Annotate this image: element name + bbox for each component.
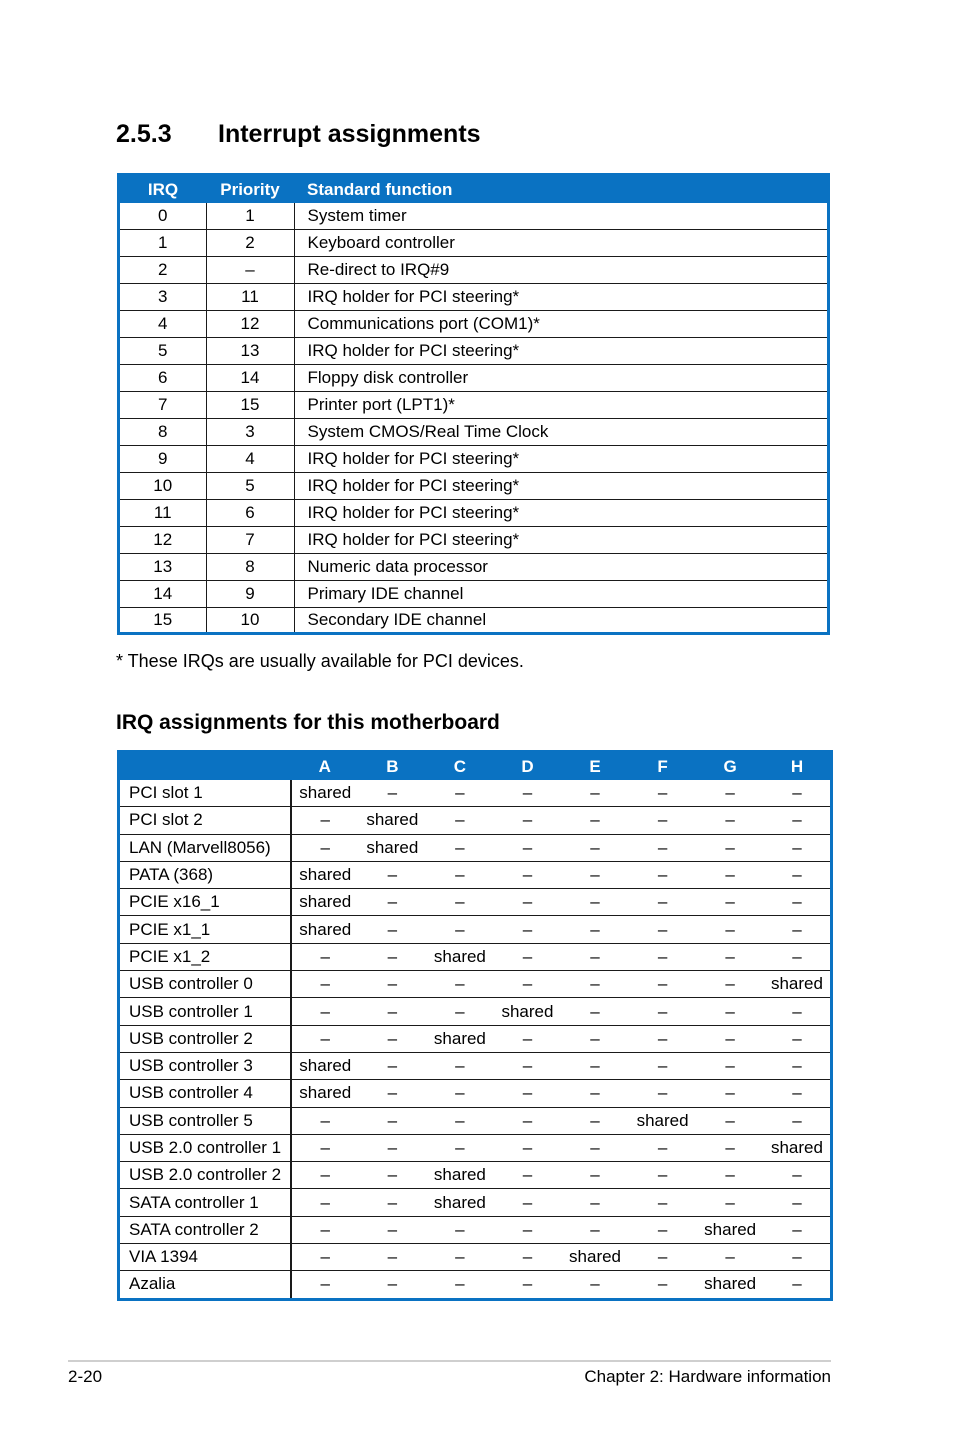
irq-cell: 11 [119,500,207,527]
assignment-cell: – [359,1080,427,1107]
assignment-cell: – [426,916,494,943]
assignment-cell: – [426,889,494,916]
assignment-cell: – [561,1134,629,1161]
table-row [119,998,832,1025]
assignment-cell: – [629,998,697,1025]
assignment-cell: – [629,1244,697,1271]
assignment-cell: – [359,998,427,1025]
irq-cell: 12 [119,527,207,554]
irq-cell: 3 [119,284,207,311]
assignment-cell: – [696,1244,764,1271]
assignment-cell: – [359,1162,427,1189]
table-row [119,943,832,970]
interrupt-assignments-table [117,173,830,635]
device-cell: USB controller 1 [119,998,292,1025]
assignment-cell: – [764,780,832,807]
function-cell: IRQ holder for PCI steering* [294,473,829,500]
function-cell: IRQ holder for PCI steering* [294,500,829,527]
priority-cell: 6 [206,500,294,527]
assignment-cell: – [494,1244,562,1271]
assignment-cell: – [426,1134,494,1161]
assignment-cell: – [494,889,562,916]
assignment-cell: – [291,1107,359,1134]
table-row [119,971,832,998]
function-cell: Numeric data processor [294,554,829,581]
assignment-cell: – [764,1107,832,1134]
device-cell: USB 2.0 controller 1 [119,1134,292,1161]
header-int-e: E [561,752,629,781]
assignment-cell: – [764,998,832,1025]
header-device [119,752,292,781]
assignment-cell: – [629,916,697,943]
assignment-cell: – [696,1107,764,1134]
assignment-cell: – [359,943,427,970]
table-row [119,780,832,807]
table-row [119,230,829,257]
assignment-cell: – [561,1052,629,1079]
device-cell: LAN (Marvell8056) [119,834,292,861]
assignment-cell: – [359,1107,427,1134]
priority-cell: 13 [206,338,294,365]
header-priority: Priority [206,175,294,204]
assignment-cell: – [561,861,629,888]
assignment-cell: – [359,780,427,807]
assignment-cell: – [291,1134,359,1161]
assignment-cell: – [359,889,427,916]
assignment-cell: – [426,998,494,1025]
table-row [119,1080,832,1107]
assignment-cell: – [561,889,629,916]
device-cell: PCI slot 2 [119,807,292,834]
assignment-cell: – [629,1080,697,1107]
function-cell: Printer port (LPT1)* [294,392,829,419]
header-irq: IRQ [119,175,207,204]
function-cell: IRQ holder for PCI steering* [294,446,829,473]
table-header-row [119,175,829,204]
function-cell: System CMOS/Real Time Clock [294,419,829,446]
assignment-cell: – [590,1274,600,1294]
table-row [119,419,829,446]
assignment-cell: – [561,1189,629,1216]
device-cell: Azalia [119,1271,292,1299]
assignment-cell: shared [696,1216,764,1243]
device-cell: USB controller 5 [119,1107,292,1134]
assignment-cell: – [629,1025,697,1052]
assignment-cell: – [764,807,832,834]
table-row [119,311,829,338]
assignment-cell: – [359,1134,427,1161]
assignment-cell: shared [426,943,494,970]
table-row [119,1162,832,1189]
priority-cell: 5 [206,473,294,500]
device-cell: PATA (368) [119,861,292,888]
irq-cell: 6 [119,365,207,392]
header-int-d: D [494,752,562,781]
assignment-cell: – [696,1189,764,1216]
table-row [119,365,829,392]
assignment-cell: shared [704,1274,757,1294]
irq-cell: 1 [119,230,207,257]
assignment-cell: – [426,861,494,888]
chapter-title: Chapter 2: Hardware information [584,1367,831,1386]
assignment-cell: – [359,1216,427,1243]
assignment-cell: – [764,1025,832,1052]
assignment-cell: shared [291,916,359,943]
priority-cell: 3 [206,419,294,446]
page-number: 2-20 [68,1367,103,1386]
assignment-cell: – [696,807,764,834]
assignment-cell: – [696,916,764,943]
assignment-cell: – [426,971,494,998]
priority-cell: 10 [206,608,294,634]
assignment-cell: – [320,1274,331,1294]
assignment-cell: – [764,943,832,970]
assignment-cell: – [291,1025,359,1052]
assignment-cell: – [764,1080,832,1107]
assignment-cell: – [359,971,427,998]
table-row [119,861,832,888]
irq-cell: 4 [119,311,207,338]
priority-cell: 8 [206,554,294,581]
assignment-cell: – [494,834,562,861]
assignment-cell: – [764,889,832,916]
assignment-cell: – [291,1216,359,1243]
assignment-cell: – [494,971,562,998]
priority-cell: 9 [206,581,294,608]
assignment-cell: – [629,1052,697,1079]
device-cell: USB controller 0 [119,971,292,998]
device-cell: PCIE x1_1 [119,916,292,943]
assignment-cell: shared [764,971,832,998]
assignment-cell: – [494,1107,562,1134]
assignment-cell: – [696,834,764,861]
assignment-cell: – [291,943,359,970]
irq-assignments-table [117,750,833,1301]
assignment-cell: – [291,1189,359,1216]
assignment-cell: – [494,861,562,888]
assign-table-title: IRQ assignments for this motherboard [116,711,500,734]
irq-cell: 15 [119,608,207,634]
assignment-cell: – [494,1162,562,1189]
assignment-cell: shared [426,1189,494,1216]
assignment-cell: shared [291,1052,359,1079]
assignment-cell: – [561,780,629,807]
assignment-cell: – [629,1189,697,1216]
assignment-cell: – [657,1274,668,1294]
assignment-cell: – [696,780,764,807]
assignment-cell: – [696,971,764,998]
table-row [119,338,829,365]
table-row [119,473,829,500]
assignment-cell: – [291,998,359,1025]
assignment-cell: – [696,1080,764,1107]
assignment-cell: – [792,1274,802,1294]
table-row [119,392,829,419]
priority-cell: 2 [206,230,294,257]
table-row [119,1052,832,1079]
device-cell: SATA controller 2 [119,1216,292,1243]
assignment-cell: – [629,834,697,861]
footnote: * These IRQs are usually available for PCI devices. [116,651,524,671]
device-cell: PCI slot 1 [119,780,292,807]
table-row [119,807,832,834]
table-row [119,834,832,861]
assignment-cell: – [629,1216,697,1243]
function-cell: System timer [294,203,829,230]
priority-cell: 12 [206,311,294,338]
priority-cell: 4 [206,446,294,473]
assignment-cell: – [696,1134,764,1161]
irq-cell: 14 [119,581,207,608]
function-cell: Primary IDE channel [294,581,829,608]
assignment-cell: – [561,1107,629,1134]
table-row [119,889,832,916]
assignment-cell: – [696,861,764,888]
assignment-cell: – [629,807,697,834]
assignment-cell: – [561,1080,629,1107]
assignment-cell: – [764,1189,832,1216]
assignment-cell: shared [359,834,427,861]
assignment-cell: shared [426,1025,494,1052]
device-cell: PCIE x1_2 [119,943,292,970]
assignment-cell: – [426,780,494,807]
assignment-cell: – [522,1274,533,1294]
function-cell: IRQ holder for PCI steering* [294,527,829,554]
header-int-b: B [359,752,427,781]
assignment-cell: – [387,1274,398,1294]
table-row [119,1216,832,1243]
assignment-cell: – [494,1134,562,1161]
table-row [119,284,829,311]
assignment-cell: – [561,943,629,970]
assignment-cell: – [764,916,832,943]
assignment-cell: – [426,1244,494,1271]
assignment-cell: – [629,1134,697,1161]
device-cell: PCIE x16_1 [119,889,292,916]
assignment-cell: shared [291,780,359,807]
assignment-cell: – [494,1080,562,1107]
function-cell: Secondary IDE channel [307,610,487,629]
assignment-cell: – [426,1080,494,1107]
assignment-cell: – [426,1216,494,1243]
assignment-cell: – [359,1244,427,1271]
function-cell: Communications port (COM1)* [294,311,829,338]
header-int-f: F [629,752,697,781]
assignment-cell: shared [291,861,359,888]
assignment-cell: – [629,861,697,888]
priority-cell: – [206,257,294,284]
table-row [119,554,829,581]
assignment-cell: – [494,943,562,970]
irq-cell: 0 [119,203,207,230]
priority-cell: 1 [206,203,294,230]
table-row [119,257,829,284]
assignment-cell: – [561,971,629,998]
table-row [119,608,829,634]
assignment-cell: – [764,834,832,861]
assignment-cell: shared [426,1162,494,1189]
assignment-cell: – [764,1052,832,1079]
assignment-cell: – [561,1216,629,1243]
assignment-cell: shared [291,1080,359,1107]
table-row [119,1189,832,1216]
function-cell: Re-direct to IRQ#9 [294,257,829,284]
irq-cell: 9 [119,446,207,473]
assignment-cell: – [764,1216,832,1243]
assignment-cell: – [561,834,629,861]
irq-cell: 2 [119,257,207,284]
assignment-cell: – [455,1274,465,1294]
header-int-h: H [764,752,832,781]
priority-cell: 14 [206,365,294,392]
assignment-cell: – [494,780,562,807]
table-row [119,916,832,943]
assignment-cell: – [291,971,359,998]
assignment-cell: – [426,834,494,861]
irq-cell: 7 [119,392,207,419]
assignment-cell: – [426,807,494,834]
assignment-cell: – [696,998,764,1025]
assignment-cell: – [696,943,764,970]
assignment-cell: shared [494,998,562,1025]
assignment-cell: – [291,1244,359,1271]
assignment-cell: – [291,1162,359,1189]
function-cell: IRQ holder for PCI steering* [294,284,829,311]
assignment-cell: – [696,889,764,916]
assignment-cell: – [291,834,359,861]
assignment-cell: – [764,1244,832,1271]
footer-divider [68,1360,831,1362]
header-int-g: G [696,752,764,781]
table-row [119,581,829,608]
device-cell: SATA controller 1 [119,1189,292,1216]
assignment-cell: shared [629,1107,697,1134]
assignment-cell: shared [291,889,359,916]
device-cell: USB controller 4 [119,1080,292,1107]
assignment-cell: – [764,1162,832,1189]
assignment-cell: – [561,807,629,834]
assignment-cell: shared [561,1244,629,1271]
irq-cell: 5 [119,338,207,365]
table-row [119,500,829,527]
header-int-c: C [426,752,494,781]
assignment-cell: – [629,780,697,807]
priority-cell: 7 [206,527,294,554]
assignment-cell: – [494,1052,562,1079]
assignment-cell: – [494,1025,562,1052]
assignment-cell: – [359,1052,427,1079]
header-int-a: A [291,752,359,781]
assignment-cell: – [359,861,427,888]
assignment-cell: – [696,1052,764,1079]
assignment-cell: – [561,998,629,1025]
assignment-cell: – [696,1025,764,1052]
irq-cell: 13 [119,554,207,581]
priority-cell: 15 [206,392,294,419]
assignment-cell: – [629,943,697,970]
irq-cell: 10 [119,473,207,500]
header-standard-function: Standard function [294,175,829,204]
assignment-cell: – [494,807,562,834]
assignment-cell: – [561,916,629,943]
assignment-cell: – [764,861,832,888]
table-row [119,446,829,473]
table-row [119,1134,832,1161]
device-cell: USB 2.0 controller 2 [119,1162,292,1189]
section-number: 2.5.3 [116,120,172,148]
assignment-cell: – [494,916,562,943]
assignment-cell: shared [764,1134,832,1161]
table-row [119,1244,832,1271]
assignment-cell: – [426,1107,494,1134]
table-row [119,1025,832,1052]
priority-cell: 11 [206,284,294,311]
device-cell: USB controller 2 [119,1025,292,1052]
assignment-cell: – [494,1189,562,1216]
assignment-cell: – [629,889,697,916]
assignment-cell: – [561,1162,629,1189]
assignment-cell: – [359,916,427,943]
assignment-cell: – [629,971,697,998]
assignment-cell: – [696,1162,764,1189]
table-header-row [119,752,832,781]
table-row [119,527,829,554]
assignment-cell: – [494,1216,562,1243]
assignment-cell: – [629,1162,697,1189]
function-cell: Floppy disk controller [294,365,829,392]
function-cell: Keyboard controller [294,230,829,257]
table-row [119,203,829,230]
assignment-cell: – [291,807,359,834]
section-title: Interrupt assignments [218,120,481,148]
assignment-cell: – [561,1025,629,1052]
device-cell: USB controller 3 [119,1052,292,1079]
assignment-cell: shared [359,807,427,834]
assignment-cell: – [359,1189,427,1216]
irq-cell: 8 [119,419,207,446]
table-row [119,1271,832,1299]
assignment-cell: – [426,1052,494,1079]
assignment-cell: – [359,1025,427,1052]
table-row [119,1107,832,1134]
function-cell: IRQ holder for PCI steering* [294,338,829,365]
section-heading [116,120,481,149]
device-cell: VIA 1394 [119,1244,292,1271]
